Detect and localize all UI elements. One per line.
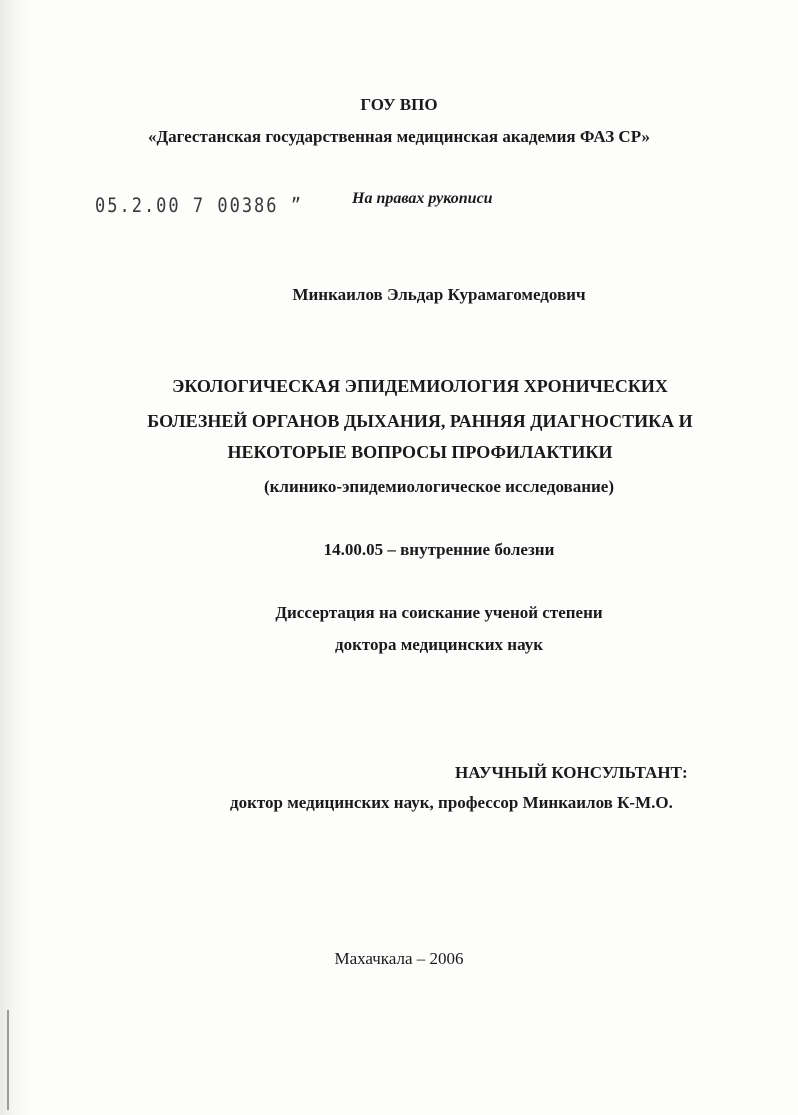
title-line-2: БОЛЕЗНЕЙ ОРГАНОВ ДЫХАНИЯ, РАННЯЯ ДИАГНОСТИКА И (147, 411, 693, 431)
specialty-code: 14.00.05 – внутренние болезни (323, 540, 555, 559)
manuscript-rights-note: На правах рукописи (352, 190, 493, 207)
degree-line-2: доктора медицинских наук (334, 635, 544, 654)
archive-stamp-number: 05.2.00 7 00386 ˮ (95, 194, 303, 218)
scan-edge-shadow (0, 0, 30, 1115)
consultant-name: доктор медицинских наук, профессор Минкаилов К-М.О. (230, 793, 673, 812)
title-subtitle: (клинико-эпидемиологическое исследование) (263, 477, 615, 496)
place-year: Махачкала – 2006 (334, 949, 464, 968)
title-line-3: НЕКОТОРЫЕ ВОПРОСЫ ПРОФИЛАКТИКИ (227, 442, 613, 462)
title-line-1: ЭКОЛОГИЧЕСКАЯ ЭПИДЕМИОЛОГИЯ ХРОНИЧЕСКИХ (172, 376, 668, 396)
institution-full: «Дагестанская государственная медицинская академия ФАЗ СР» (147, 127, 651, 146)
author-name: Минкаилов Эльдар Курамагомедович (292, 285, 586, 304)
institution-short: ГОУ ВПО (360, 95, 438, 114)
binding-mark (7, 1010, 9, 1110)
consultant-heading: НАУЧНЫЙ КОНСУЛЬТАНТ: (455, 763, 688, 782)
degree-line-1: Диссертация на соискание ученой степени (275, 603, 603, 622)
